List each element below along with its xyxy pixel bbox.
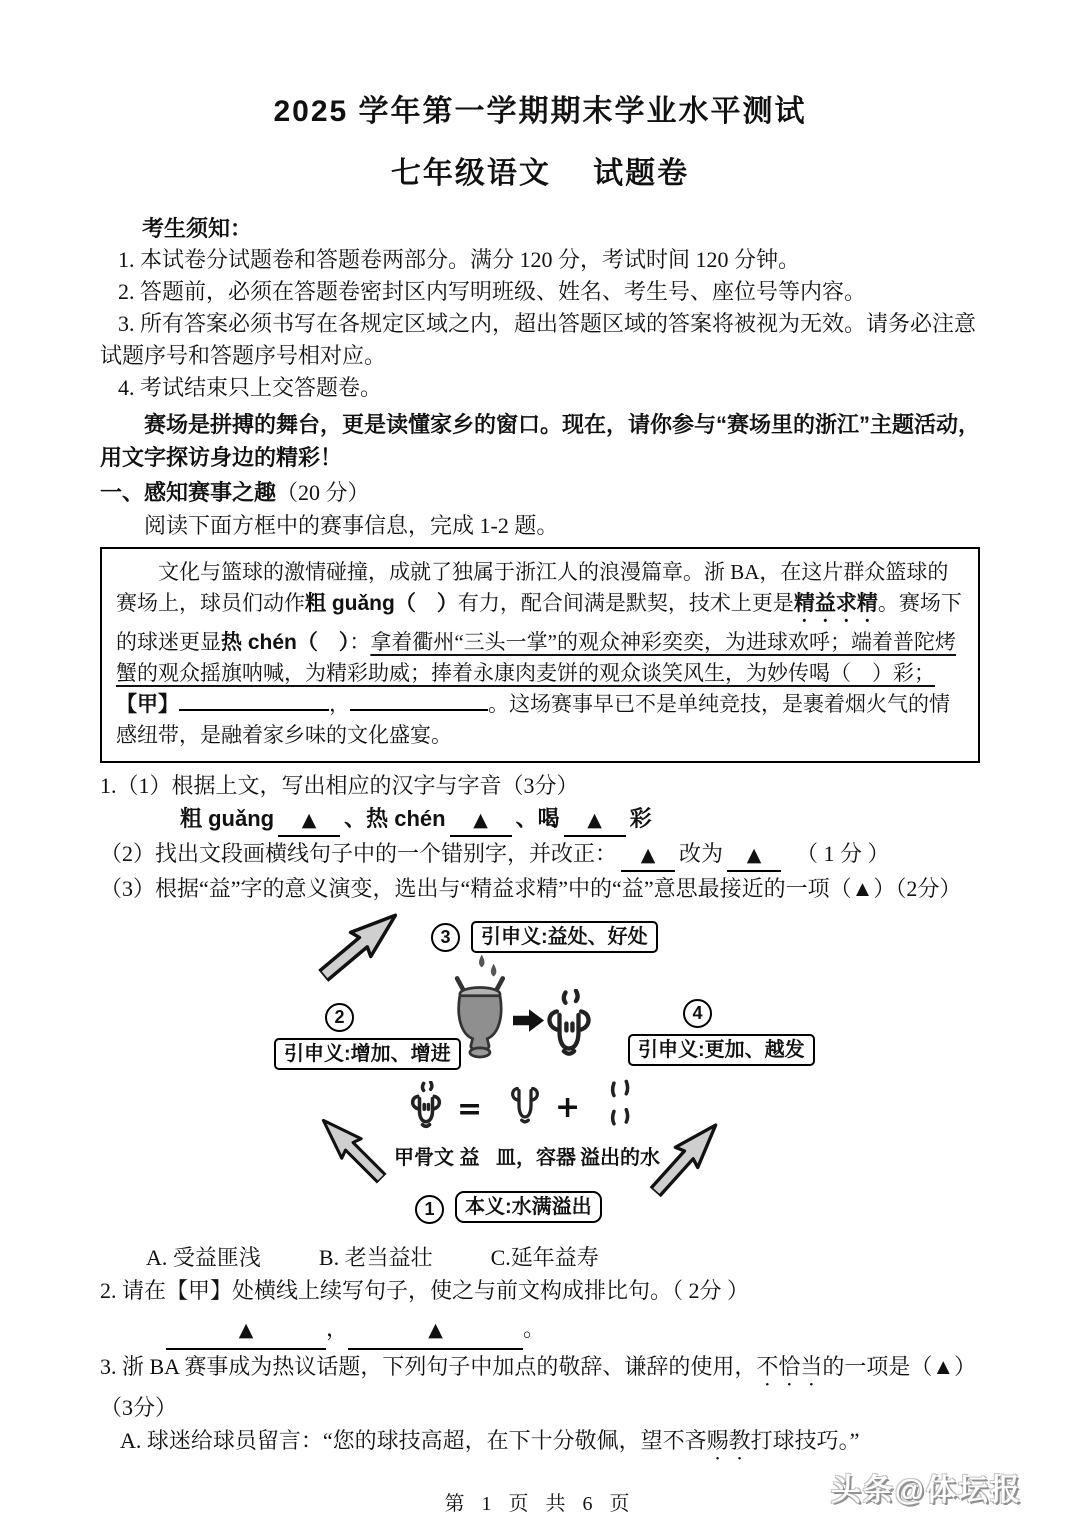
notice-heading: 考生须知： (142, 216, 253, 241)
answer-blank (450, 802, 512, 837)
circled-number-4: 4 (683, 999, 712, 1028)
intro-paragraph: 赛场是拼搏的舞台，更是读懂家乡的窗口。现在，请你参与“赛场里的浙江”主题活动，用文字探访身边的精彩！ (100, 412, 981, 470)
triangle-placeholder: ▲ (428, 1319, 443, 1341)
page-number: 第 1 页 共 6 页 (444, 1493, 636, 1515)
option-a: A. 受益匪浅 (146, 1245, 261, 1270)
answer-blank (348, 1310, 523, 1350)
hand-drawn-arrow-icon (310, 1107, 395, 1192)
underlined-sentence: 拿着衢州“三头一掌”的观众神彩奕奕，为进球欢呼；端着普陀烤蟹的观众摇旗呐喊，为精彩助威；捧着永康肉麦饼的观众谈笑风生，为妙传喝（ ）彩； (116, 630, 956, 685)
passage-text (116, 557, 964, 751)
question-1-1: 1.（1）根据上文，写出相应的汉字与字音（3分） (100, 773, 579, 798)
passage-seg: 有力，配合间满是默契，技术上更是 (457, 591, 794, 615)
triangle-placeholder: ▲ (238, 1319, 254, 1341)
question-1-3-options (100, 1241, 980, 1274)
exam-title: 2025 学年第一学期期末学业水平测试 (273, 95, 807, 128)
q3-emphasis: 不恰当 (756, 1354, 823, 1379)
hand-drawn-arrow-icon (310, 899, 409, 991)
passage-seg: 。赛场下的球迷更显 (116, 591, 962, 654)
label-oracle-yi: 甲骨文 益 (394, 1147, 480, 1169)
q1-2-score: （ 1 分 ） (807, 841, 890, 866)
passage-seg: ： (349, 630, 371, 654)
q1-2-text: 改为 (679, 841, 724, 866)
answer-blank (564, 802, 626, 837)
jia-blank-1 (179, 693, 329, 711)
notice-item-2: 2. 答题前，必须在答题卷密封区内写明班级、姓名、考生号、座位号等内容。 (118, 279, 867, 304)
period: 。 (488, 692, 509, 716)
water-drops-glyph (606, 1079, 636, 1135)
meaning-box-3: 引申义:益处、好处 (471, 921, 658, 953)
section-title: 一、感知赛事之趣 (100, 480, 277, 505)
comma: ， (326, 1316, 349, 1341)
section-heading (100, 476, 980, 509)
meaning-box-4: 引申义:更加、越发 (628, 1034, 815, 1066)
meaning-box-2: 引申义:增加、增进 (274, 1038, 461, 1070)
blank-label: 彩 (629, 806, 652, 831)
jia-marker: 【甲】 (116, 693, 179, 716)
triangle-placeholder: ▲ (473, 809, 488, 831)
triangle-placeholder: ▲ (587, 809, 602, 831)
label-vessel: 皿，容器 (496, 1147, 576, 1169)
question-2-blanks (100, 1310, 980, 1350)
question-1-1-blanks (180, 802, 980, 837)
right-arrow-icon (513, 1007, 545, 1034)
triangle-placeholder: ▲ (746, 844, 762, 866)
pinyin-guang: 粗 guǎng（ ） (305, 592, 458, 615)
question-3 (100, 1350, 980, 1424)
triangle-placeholder: ▲ (640, 844, 656, 866)
question-1-3: （3）根据“益”字的意义演变，选出与“精益求精”中的“益”意思最接近的一项（▲）（2分） (100, 876, 962, 901)
blank-label: 、喝 (515, 806, 560, 831)
answer-blank (278, 802, 340, 837)
answer-blank (727, 837, 781, 872)
comma: ， (329, 692, 350, 716)
watermark: 头条@体坛报 (830, 1474, 1022, 1507)
circled-number-2: 2 (325, 1003, 354, 1032)
meaning-box-1: 本义:水满溢出 (455, 1191, 602, 1223)
notice-item-1: 1. 本试卷分试题卷和答题卷两部分。满分 120 分，考试时间 120 分钟。 (118, 247, 801, 272)
notice-item-4: 4. 考试结束只上交答题卷。 (118, 375, 383, 400)
passage-seg: 这场赛事早已不是单纯竞技，是裹着烟火气的情感纽带，是融着家乡味的文化盛宴。 (116, 692, 950, 747)
yi-character-evolution-diagram (100, 911, 980, 1237)
question-1-2 (100, 837, 980, 872)
circled-number-1: 1 (415, 1195, 444, 1224)
oracle-vessel-glyph (508, 1083, 542, 1135)
q3a-text: A. 球迷给球员留言：“您的球技高超，在下十分敬佩，望不吝 (120, 1428, 707, 1453)
answer-blank (621, 837, 675, 872)
section-score: （20 分） (276, 480, 370, 505)
q3a-emphasis: 赐教 (706, 1428, 751, 1453)
circled-number-3: 3 (431, 923, 460, 952)
exam-subtitle: 七年级语文 试题卷 (390, 157, 690, 190)
question-2: 2. 请在【甲】处横线上续写句子，使之与前文构成排比句。（ 2分 ） (100, 1278, 750, 1303)
passage-box (100, 547, 980, 763)
question-3-option-a (100, 1424, 980, 1465)
blank-label: 、热 chén (344, 806, 446, 831)
notice-section (100, 214, 980, 404)
triangle-placeholder: ▲ (301, 809, 317, 831)
plus-sign: + (555, 1090, 581, 1125)
blank-label: 粗 guǎng (180, 806, 275, 831)
label-overflow-water: 溢出的水 (580, 1147, 660, 1169)
period: 。 (523, 1316, 546, 1341)
option-c: C.延年益寿 (490, 1245, 599, 1270)
answer-blank (166, 1310, 326, 1350)
q1-2-text: （2）找出文段画横线句子中的一个错别字，并改正： (100, 841, 618, 866)
idiom-jingyiqiujing: 精益求精 (793, 592, 878, 615)
pinyin-chen: 热 chén（ ） (221, 631, 350, 654)
jia-blank-2 (350, 693, 488, 711)
q3-text: 3. 浙 BA 赛事成为热议话题，下列句子中加点的敬辞、谦辞的使用， (100, 1354, 757, 1379)
notice-item-3: 3. 所有答案必须书写在各规定区域之内，超出答题区域的答案将被视为无效。请务必注意试题序号和答题序号相对应。 (100, 311, 977, 368)
q3-text: 的一项是（▲）（3分） (100, 1354, 977, 1420)
oracle-yi-glyph-large (543, 989, 595, 1071)
q3a-text: 打球技巧。” (750, 1428, 860, 1453)
option-b: B. 老当益壮 (318, 1245, 433, 1270)
oracle-yi-glyph-small (408, 1081, 444, 1137)
equals-sign: = (457, 1092, 483, 1127)
passage-seg: 文化与篮球的激情碰撞，成就了独属于浙江人的浪漫篇章。浙 BA，在这片群众篮球的赛场上，球员们动作 (116, 560, 949, 615)
reading-instruction: 阅读下面方框中的赛事信息，完成 1-2 题。 (144, 513, 559, 538)
